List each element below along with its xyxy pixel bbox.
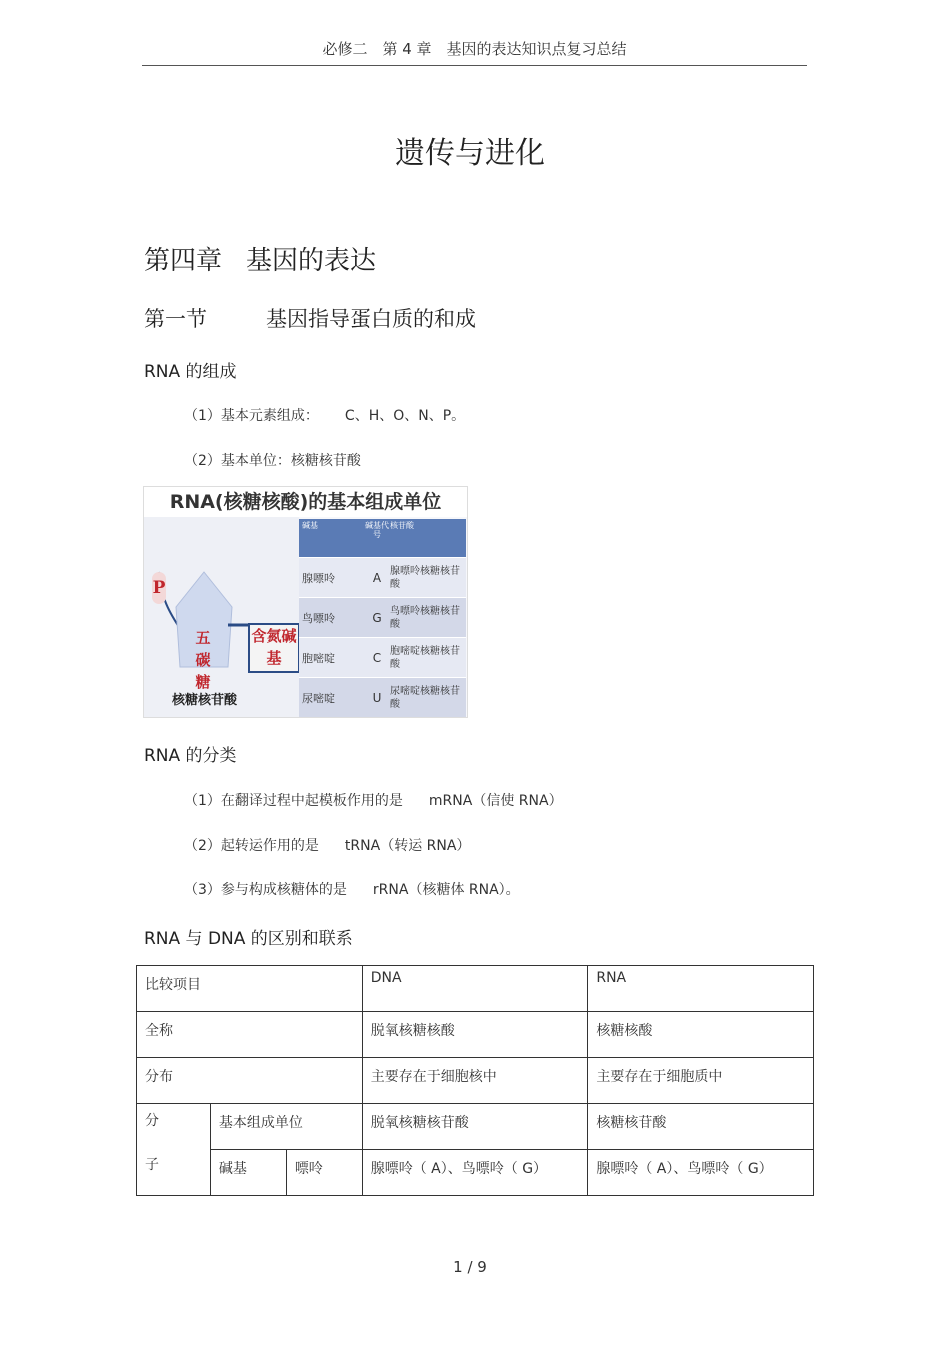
header-cell: 碱基代号	[365, 521, 389, 539]
header-divider	[142, 65, 807, 66]
comparison-table	[136, 965, 814, 1196]
table-cell: DNA	[362, 966, 588, 1012]
table-cell: 腺嘌呤（ A）、鸟嘌呤（ G）	[362, 1150, 588, 1196]
composition-item-1	[184, 405, 465, 425]
item-value: tRNA（转运 RNA）	[344, 838, 471, 854]
table-row	[137, 1058, 814, 1104]
table-cell: 脱氧核糖核苷酸	[362, 1104, 588, 1150]
nucleotide-cell: 胞嘧啶核糖核苷酸	[390, 645, 460, 670]
rna-types-heading: RNA 的分类	[144, 746, 237, 766]
phosphate-label: P	[152, 572, 166, 604]
table-cell: 分布	[137, 1058, 363, 1104]
page-header: 必修二 第 4 章 基因的表达知识点复习总结	[322, 40, 627, 58]
figure-table-row	[299, 678, 466, 718]
header-cell: 碱基	[302, 521, 318, 530]
table-cell: 脱氧核糖核酸	[362, 1012, 588, 1058]
rna-unit-figure	[143, 486, 468, 718]
section-heading	[144, 303, 476, 333]
code-cell: G	[372, 610, 382, 625]
page-number: 1 / 9	[453, 1258, 487, 1276]
code-cell: U	[372, 690, 382, 705]
table-cell: 嘌呤	[286, 1150, 362, 1196]
base-cell: 鸟嘌呤	[302, 611, 335, 625]
base-cell: 腺嘌呤	[302, 571, 335, 585]
nucleotide-cell: 鸟嘌呤核糖核苷酸	[390, 605, 460, 630]
table-row	[137, 1150, 814, 1196]
section-name: 基因指导蛋白质的和成	[266, 307, 476, 331]
header-cell: 核苷酸	[390, 521, 414, 530]
comparison-heading: RNA 与 DNA 的区别和联系	[144, 929, 353, 949]
figure-table	[299, 519, 466, 718]
table-cell: 主要存在于细胞核中	[362, 1058, 588, 1104]
figure-caption: 核糖核苷酸	[172, 693, 238, 708]
base-cell: 胞嘧啶	[302, 651, 335, 665]
code-cell: A	[372, 570, 382, 585]
item-value: rRNA（核糖体 RNA）。	[372, 882, 520, 898]
molecule-label-char: 子	[145, 1157, 159, 1173]
nucleotide-structure-svg	[144, 517, 299, 717]
rna-type-item-1	[184, 790, 563, 810]
rna-composition-heading: RNA 的组成	[144, 362, 237, 382]
figure-table-row	[299, 558, 466, 598]
pentose-label: 五碳糖	[195, 629, 211, 691]
table-row	[137, 966, 814, 1012]
item-label: （1）基本元素组成：	[184, 408, 319, 424]
table-cell: 核糖核苷酸	[588, 1104, 814, 1150]
item-value: C、H、O、N、P。	[344, 408, 466, 424]
figure-table-row	[299, 598, 466, 638]
nucleotide-diagram	[144, 517, 299, 717]
document-title: 遗传与进化	[395, 136, 545, 171]
table-cell: 核糖核酸	[588, 1012, 814, 1058]
figure-table-row	[299, 638, 466, 678]
table-cell: 主要存在于细胞质中	[588, 1058, 814, 1104]
table-cell: 全称	[137, 1012, 363, 1058]
item-value: mRNA（信使 RNA）	[428, 793, 563, 809]
code-cell: C	[372, 650, 382, 665]
molecule-label-char: 分	[145, 1113, 159, 1129]
nucleotide-cell: 腺嘌呤核糖核苷酸	[390, 565, 460, 590]
table-cell: 碱基	[210, 1150, 286, 1196]
table-row	[137, 1012, 814, 1058]
item-label: （3）参与构成核糖体的是	[184, 882, 347, 898]
chapter-name: 基因的表达	[246, 246, 377, 276]
nitrogen-base-label: 含氮碱基	[248, 623, 300, 673]
rna-type-item-3	[184, 879, 520, 899]
section-number: 第一节	[144, 307, 207, 331]
composition-item-2	[184, 450, 361, 470]
figure-table-header	[299, 519, 466, 558]
table-row	[137, 1104, 814, 1150]
item-label: （2）基本单位：核糖核苷酸	[184, 453, 361, 469]
figure-title: RNA(核糖核酸)的基本组成单位	[144, 487, 467, 517]
item-label: （1）在翻译过程中起模板作用的是	[184, 793, 403, 809]
base-cell: 尿嘧啶	[302, 691, 335, 705]
table-cell: 腺嘌呤（ A）、鸟嘌呤（ G）	[588, 1150, 814, 1196]
table-cell: RNA	[588, 966, 814, 1012]
table-cell: 比较项目	[137, 966, 363, 1012]
rna-type-item-2	[184, 835, 470, 855]
chapter-heading	[144, 240, 400, 277]
table-cell: 基本组成单位	[210, 1104, 362, 1150]
nucleotide-cell: 尿嘧啶核糖核苷酸	[390, 685, 460, 710]
item-label: （2）起转运作用的是	[184, 838, 319, 854]
chapter-number: 第四章	[144, 246, 223, 276]
molecule-label-cell	[137, 1104, 211, 1196]
